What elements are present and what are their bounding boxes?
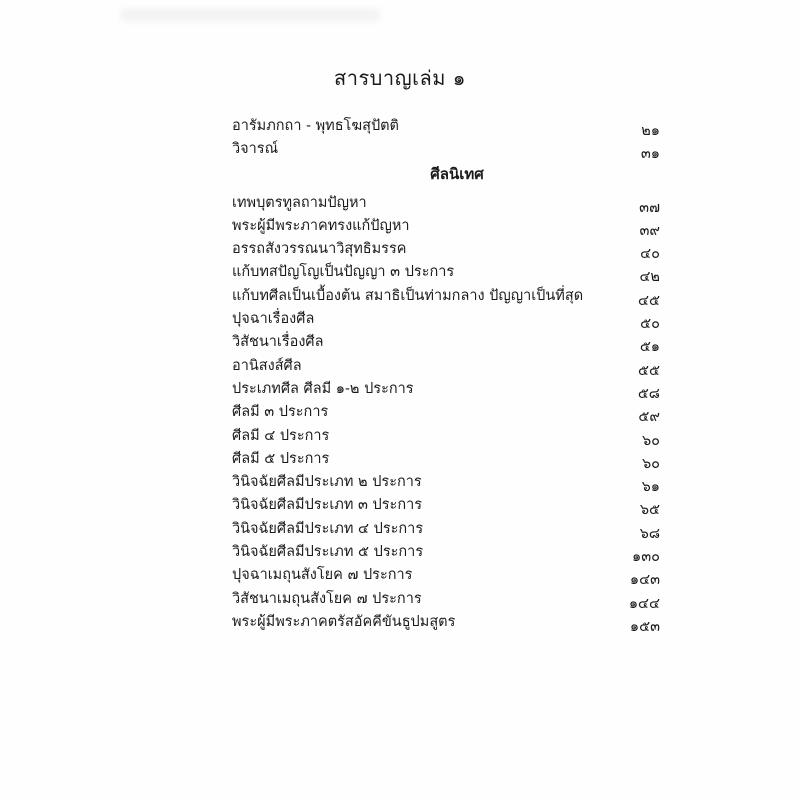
- toc-entry: [232, 137, 660, 163]
- toc-entry-page: ๕๑: [639, 339, 660, 356]
- toc-entry-page: ๑๕๓: [629, 618, 660, 635]
- toc-entry-label: วินิจฉัยศีลมีประเภท ๔ ประการ: [232, 520, 424, 537]
- toc-entry-label: พระผู้มีพระภาคทรงแก้ปัญหา: [232, 217, 410, 234]
- toc-entry-label: เทพบุตรทูลถามปัญหา: [232, 194, 367, 211]
- toc-intro-group: [232, 114, 660, 161]
- toc-entry-group: [232, 191, 660, 634]
- toc-entry: [232, 284, 660, 307]
- toc-entry-label: วินิจฉัยศีลมีประเภท ๕ ประการ: [232, 544, 424, 561]
- toc-entry-page: ๑๔๔: [628, 595, 660, 612]
- toc-entry-label: วิสัชนาเมถุนสังโยค ๗ ประการ: [232, 590, 422, 607]
- toc-entry: [232, 424, 660, 447]
- toc-entry-label: ศีลมี ๔ ประการ: [232, 427, 330, 444]
- toc-entry-page: ๑๓๐: [632, 549, 660, 566]
- toc-entry-label: ปุจฉาเมถุนสังโยค ๗ ประการ: [232, 567, 413, 584]
- toc-entry: [232, 330, 660, 356]
- toc-entry: [232, 214, 660, 237]
- toc-entry-page: ๕๙: [638, 409, 660, 426]
- toc-entry-page: ๔๕: [638, 292, 660, 309]
- toc-entry: [232, 307, 660, 333]
- toc-entry-page: ๖๘: [639, 525, 660, 542]
- toc-entry-label: วินิจฉัยศีลมีประเภท ๓ ประการ: [232, 497, 423, 514]
- toc-entry-page: ๑๔๓: [629, 572, 660, 589]
- toc-entry: [232, 260, 660, 286]
- toc-entry: [232, 400, 660, 426]
- toc-entry: [232, 377, 660, 400]
- toc-entry-label: วิจารณ์: [232, 141, 279, 158]
- toc-entry-page: ๖๕: [639, 502, 660, 519]
- toc-entry-label: วินิจฉัยศีลมีประเภท ๒ ประการ: [232, 474, 422, 491]
- toc-entry: [232, 447, 660, 470]
- page-title: สารบาญเล่ม ๑: [334, 66, 466, 90]
- toc-entry-label: แก้บทสปัญโญเป็นปัญญา ๓ ประการ: [232, 264, 455, 281]
- toc-entry-page: ๓๙: [639, 222, 660, 239]
- section-heading: ศีลนิเทศ: [430, 164, 484, 183]
- toc-entry: [232, 540, 660, 566]
- toc-entry-page: ๕๐: [640, 316, 660, 333]
- toc-entry-label: อารัมภกถา - พุทธโฆสุปัตติ: [232, 118, 399, 134]
- toc-entry-label: พระผู้มีพระภาคตรัสอัคคีขันธูปมสูตร: [232, 613, 456, 630]
- toc-entry-page: ๕๘: [637, 385, 660, 402]
- toc-entry-label: วิสัชนาเรื่องศีล: [232, 334, 324, 351]
- toc-entry-page: ๕๕: [638, 362, 660, 379]
- toc-entry: [232, 191, 660, 214]
- toc-entry-page: ๔๒: [639, 269, 660, 286]
- toc-entry: [232, 587, 660, 610]
- toc-entry-label: ประเภทศีล ศีลมี ๑-๒ ประการ: [232, 380, 414, 397]
- toc-entry-page: ๔๐: [640, 246, 660, 263]
- toc-entry-page: ๓๗: [639, 199, 660, 216]
- toc-entry: [232, 493, 660, 519]
- toc-entry: [232, 517, 660, 540]
- toc-entry-label: ปุจฉาเรื่องศีล: [232, 311, 315, 328]
- toc-entry-page: ๖๐: [641, 432, 660, 449]
- toc-entry-label: อรรถสังวรรณนาวิสุทธิมรรค: [232, 241, 407, 258]
- toc-entry-label: อานิสงส์ศีล: [232, 357, 302, 374]
- toc-entry-page: ๖๐: [641, 455, 660, 472]
- toc-entry-page: ๒๑: [641, 123, 660, 139]
- toc-entry-page: ๖๑: [641, 479, 660, 496]
- toc-entry: [232, 354, 660, 377]
- toc-entry: [232, 237, 660, 263]
- table-of-contents: [232, 114, 660, 633]
- toc-entry: [232, 610, 660, 633]
- toc-entry: [232, 470, 660, 496]
- toc-entry: [232, 114, 660, 137]
- toc-entry-label: ศีลมี ๕ ประการ: [232, 450, 330, 467]
- toc-entry-page: ๓๑: [640, 146, 660, 163]
- toc-entry: [232, 563, 660, 589]
- toc-entry-label: แก้บทศีลเป็นเบื้องต้น สมาธิเป็นท่ามกลาง ปัญญาเป็นที่สุด: [232, 287, 584, 304]
- toc-entry-label: ศีลมี ๓ ประการ: [232, 404, 329, 421]
